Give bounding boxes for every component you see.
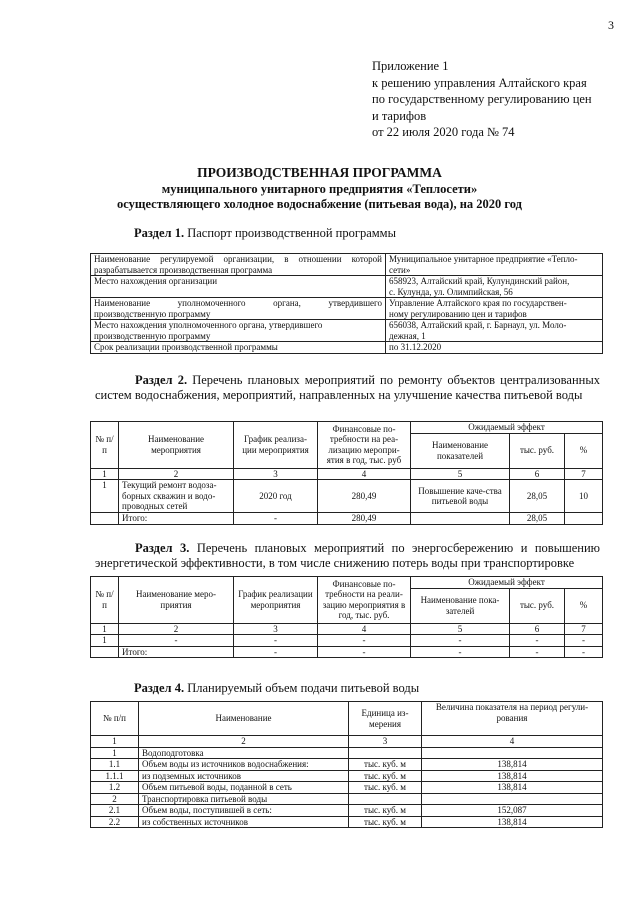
document-title: ПРОИЗВОДСТВЕННАЯ ПРОГРАММА <box>197 165 442 180</box>
row-unit <box>349 747 422 759</box>
col-number: 6 <box>510 468 565 480</box>
section3-heading <box>95 541 600 571</box>
appendix-line: к решению управления Алтайского края <box>372 75 587 90</box>
total-label: Итого: <box>119 513 234 525</box>
col-number: 5 <box>411 468 510 480</box>
row-num: 2.1 <box>91 805 139 817</box>
row-unit: тыс. куб. м <box>349 782 422 794</box>
row-value: 138,814 <box>422 770 603 782</box>
total-empty <box>91 646 119 658</box>
row-name: Водоподготовка <box>139 747 349 759</box>
col-number: 7 <box>565 623 603 635</box>
header-effect: Ожидаемый эффект <box>411 577 603 589</box>
section2-label: Раздел 2. <box>135 373 188 387</box>
header-name: Наименование <box>139 702 349 736</box>
passport-table <box>90 253 603 354</box>
section4-label: Раздел 4. <box>134 681 185 695</box>
table-row <box>91 635 603 647</box>
header-num: № п/п <box>91 422 119 469</box>
header-schedule: График реализации мероприятия <box>234 577 318 624</box>
passport-value-cell: Управление Алтайского края по государствен- ному регулированию цен и тарифов <box>386 298 603 320</box>
table-row <box>91 480 603 513</box>
col-number: 2 <box>139 736 349 748</box>
row-value: 138,814 <box>422 816 603 828</box>
row-value: 138,814 <box>422 759 603 771</box>
row-value <box>422 747 603 759</box>
row-name: из подземных источников <box>139 770 349 782</box>
row-name: Текущий ремонт водоза-борных скважин и водо-проводных сетей <box>119 480 234 513</box>
col-number: 1 <box>91 623 119 635</box>
col-number: 6 <box>510 623 565 635</box>
table-row <box>91 759 603 771</box>
col-number: 1 <box>91 468 119 480</box>
passport-value-cell: 656038, Алтайский край, г. Барнаул, ул. Моло- дежная, 1 <box>386 320 603 342</box>
repair-measures-table <box>90 421 603 525</box>
row-name: Объем воды, поступившей в сеть: <box>139 805 349 817</box>
row-rub: 28,05 <box>510 480 565 513</box>
header-schedule: График реализа-ции мероприятия <box>234 422 318 469</box>
header-pct: % <box>565 588 603 623</box>
column-number-row <box>91 736 603 748</box>
row-num: 1.1 <box>91 759 139 771</box>
total-rub: - <box>510 646 565 658</box>
total-indicator <box>411 513 510 525</box>
passport-name-cell: Срок реализации производственной программы <box>91 342 386 354</box>
total-rub: 28,05 <box>510 513 565 525</box>
total-row <box>91 513 603 525</box>
col-number: 4 <box>318 468 411 480</box>
row-finance: - <box>318 635 411 647</box>
col-number: 2 <box>119 468 234 480</box>
col-number: 3 <box>234 623 318 635</box>
header-unit: Единица из-мерения <box>349 702 422 736</box>
passport-name-cell: Место нахождения уполномоченного органа, утвердившего производственную программу <box>91 320 386 342</box>
col-number: 3 <box>234 468 318 480</box>
header-num: № п/п <box>91 702 139 736</box>
row-name: из собственных источников <box>139 816 349 828</box>
header-rub: тыс. руб. <box>510 433 565 468</box>
appendix-block <box>372 58 622 141</box>
table-row <box>91 320 603 342</box>
water-volume-table <box>90 701 603 828</box>
appendix-line: и тарифов <box>372 108 427 123</box>
table-row <box>91 276 603 298</box>
row-num: 1 <box>91 480 119 513</box>
appendix-line: по государственному регулированию цен <box>372 92 592 106</box>
appendix-line: от 22 июля 2020 года № 74 <box>372 125 515 139</box>
row-num: 1 <box>91 635 119 647</box>
col-number: 2 <box>119 623 234 635</box>
header-indicator: Наименование пока-зателей <box>411 588 510 623</box>
row-indicator: Повышение каче-ства питьевой воды <box>411 480 510 513</box>
header-effect: Ожидаемый эффект <box>411 422 603 434</box>
table-row <box>91 816 603 828</box>
header-indicator: Наименование показателей <box>411 433 510 468</box>
total-row <box>91 646 603 658</box>
row-num: 2.2 <box>91 816 139 828</box>
total-finance: - <box>318 646 411 658</box>
table-header-row <box>91 702 603 736</box>
row-num: 1 <box>91 747 139 759</box>
passport-value-cell: по 31.12.2020 <box>386 342 603 354</box>
table-row <box>91 747 603 759</box>
row-rub: - <box>510 635 565 647</box>
row-name: Объем воды из источников водоснабжения: <box>139 759 349 771</box>
col-number: 4 <box>318 623 411 635</box>
header-pct: % <box>565 433 603 468</box>
row-indicator: - <box>411 635 510 647</box>
section1-heading <box>134 226 396 241</box>
header-name: Наименование меро-приятия <box>119 577 234 624</box>
section3-text: Перечень плановых мероприятий по энергосбережению и повышению энергетической эффективности, в том числе снижению потерь воды при транспортировке <box>95 541 600 570</box>
table-row <box>91 254 603 276</box>
header-name: Наименование мероприятия <box>119 422 234 469</box>
section2-heading <box>95 373 600 403</box>
col-number: 3 <box>349 736 422 748</box>
header-num: № п/п <box>91 577 119 624</box>
total-pct <box>565 513 603 525</box>
table-header-row <box>91 422 603 434</box>
section1-label: Раздел 1. <box>134 226 185 240</box>
passport-name-cell: Наименование регулируемой организации, в отношении которой разрабатывается производственная программа <box>91 254 386 276</box>
row-unit: тыс. куб. м <box>349 759 422 771</box>
row-num: 1.2 <box>91 782 139 794</box>
table-header-row <box>91 577 603 589</box>
header-finance: Финансовые по-требности на реали-зацию мероприятия в год, тыс. руб. <box>318 577 411 624</box>
table-row <box>91 805 603 817</box>
col-number: 7 <box>565 468 603 480</box>
section1-text: Паспорт производственной программы <box>184 226 396 240</box>
table-row <box>91 342 603 354</box>
table-row <box>91 782 603 794</box>
total-indicator: - <box>411 646 510 658</box>
row-value: 152,087 <box>422 805 603 817</box>
column-number-row <box>91 468 603 480</box>
total-pct: - <box>565 646 603 658</box>
column-number-row <box>91 623 603 635</box>
document-subtitle: муниципального унитарного предприятия «Теплосети» <box>161 182 478 196</box>
row-value: 138,814 <box>422 782 603 794</box>
header-value: Величина показателя на период регули-рования <box>422 702 603 736</box>
row-pct: - <box>565 635 603 647</box>
row-unit <box>349 793 422 805</box>
table-row <box>91 298 603 320</box>
table-row <box>91 793 603 805</box>
table-row <box>91 770 603 782</box>
row-unit: тыс. куб. м <box>349 770 422 782</box>
row-name: - <box>119 635 234 647</box>
col-number: 5 <box>411 623 510 635</box>
row-schedule: 2020 год <box>234 480 318 513</box>
page-number: 3 <box>608 18 614 32</box>
total-schedule: - <box>234 646 318 658</box>
section4-text: Планируемый объем подачи питьевой воды <box>184 681 420 695</box>
section2-text: Перечень плановых мероприятий по ремонту объектов централизованных систем водоснабжения, мероприятий, направленных на улучшение качества питьевой воды <box>95 373 600 402</box>
section3-label: Раздел 3. <box>135 541 190 555</box>
header-rub: тыс. руб. <box>510 588 565 623</box>
row-unit: тыс. куб. м <box>349 805 422 817</box>
header-finance: Финансовые по-требности на реа-лизацию меропри-ятия в год, тыс. руб <box>318 422 411 469</box>
total-finance: 280,49 <box>318 513 411 525</box>
total-empty <box>91 513 119 525</box>
document-subtitle-2: осуществляющего холодное водоснабжение (питьевая вода), на 2020 год <box>117 197 522 211</box>
row-pct: 10 <box>565 480 603 513</box>
passport-name-cell: Наименование уполномоченного органа, утвердившего производственную программу <box>91 298 386 320</box>
col-number: 4 <box>422 736 603 748</box>
row-name: Объем питьевой воды, поданной в сеть <box>139 782 349 794</box>
row-finance: 280,49 <box>318 480 411 513</box>
appendix-line: Приложение 1 <box>372 59 449 73</box>
total-label: Итого: <box>119 646 234 658</box>
passport-value-cell: Муниципальное унитарное предприятие «Тепло- сети» <box>386 254 603 276</box>
energy-measures-table <box>90 576 603 658</box>
row-value <box>422 793 603 805</box>
row-name: Транспортировка питьевой воды <box>139 793 349 805</box>
row-num: 1.1.1 <box>91 770 139 782</box>
passport-value-cell: 658923, Алтайский край, Кулундинский район, с. Кулунда, ул. Олимпийская, 56 <box>386 276 603 298</box>
passport-name-cell: Место нахождения организации <box>91 276 386 298</box>
total-schedule: - <box>234 513 318 525</box>
row-num: 2 <box>91 793 139 805</box>
col-number: 1 <box>91 736 139 748</box>
row-unit: тыс. куб. м <box>349 816 422 828</box>
section4-heading <box>134 681 419 696</box>
row-schedule: - <box>234 635 318 647</box>
